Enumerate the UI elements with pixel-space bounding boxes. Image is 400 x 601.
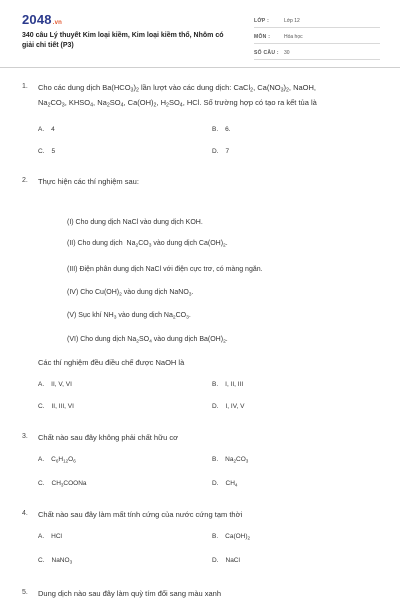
question-text: Dung dịch nào sau đây làm quỳ tím đổi sang màu xanh bbox=[38, 589, 222, 598]
document-title: 340 câu Lý thuyết Kim loại kiềm, Kim loại kiềm thổ, Nhôm có giải chi tiết (P3) bbox=[22, 32, 224, 49]
site-logo[interactable]: 2048.vn bbox=[22, 12, 63, 27]
experiment-statement: (IV) Cho $Cu(OH)_2$ vào dung dịch NaNO$_3$. bbox=[67, 289, 194, 298]
experiment-statement: (VI) Cho dung dịch $Na_2SO_4$ vào dung dịch $Ba(OH)_2$. bbox=[67, 336, 228, 345]
question-number: 2. bbox=[22, 177, 28, 184]
experiment-statement: (I) Cho dung dịch NaCl vào dung dịch KOH. bbox=[67, 219, 203, 226]
option[interactable]: D. $CH_4$ bbox=[212, 480, 238, 488]
experiment-statement: (II) Cho dung dịch $Na_2CO_3$ vào dung dịch $Ca(OH)_2$. bbox=[67, 240, 228, 249]
option[interactable]: C. 5 bbox=[38, 148, 56, 155]
question-number: 3. bbox=[22, 433, 28, 440]
option[interactable]: D. I, IV, V bbox=[212, 403, 245, 410]
question-text bbox=[38, 80, 383, 110]
question-prompt: Các thí nghiệm đều điều chế được NaOH là bbox=[38, 358, 185, 367]
meta-value: Lớp 12 bbox=[284, 18, 300, 24]
question-line: Cho các dung dịch $Ba(HCO_3)_2$ lần lượt vào các dung dịch: CaCl$_2$, $Ca(NO_3)_2$, NaOH, bbox=[38, 83, 317, 94]
experiment-statement: (V) Sục khí $NH_3$ vào dung dịch $Na_2CO_3$. bbox=[67, 312, 191, 321]
experiment-statement: (III) Điện phân dung dịch NaCl với điện cực trơ, có màng ngăn. bbox=[67, 266, 263, 273]
question-number: 1. bbox=[22, 83, 28, 90]
option[interactable]: B. $Ca(OH)_2$ bbox=[212, 533, 251, 541]
option[interactable]: D. 7 bbox=[212, 148, 230, 155]
option[interactable]: C. $CH_3COONa$ bbox=[38, 480, 87, 488]
question-line: $Na_2CO_3$, $KHSO_4$, $Na_2SO_4$, $Ca(OH)_2$, $H_2SO_4$, HCl. Số trường hợp có tạo ra kết tủa là bbox=[38, 98, 317, 109]
option[interactable]: B. 6. bbox=[212, 126, 231, 133]
option[interactable]: B. $Na_2CO_3$ bbox=[212, 456, 249, 464]
option[interactable]: A. $C_6H_{12}O_6$ bbox=[38, 456, 76, 464]
option[interactable]: B. I, II, III bbox=[212, 381, 244, 388]
question-text: Chất nào sau đây không phải chất hữu cơ bbox=[38, 433, 179, 442]
meta-label: MÔN : bbox=[254, 34, 271, 40]
question-text: Chất nào sau đây làm mất tính cứng của nước cứng tạm thời bbox=[38, 510, 243, 519]
option[interactable]: A. II, V, VI bbox=[38, 381, 72, 388]
question-text: Thực hiện các thí nghiệm sau: bbox=[38, 177, 139, 186]
option[interactable]: D. NaCl bbox=[212, 557, 240, 564]
meta-value: 30 bbox=[284, 50, 290, 56]
meta-label: LỚP : bbox=[254, 18, 270, 24]
meta-label: SỐ CÂU : bbox=[254, 50, 279, 56]
question-number: 4. bbox=[22, 510, 28, 517]
question-number: 5. bbox=[22, 589, 28, 596]
option[interactable]: A. HCl bbox=[38, 533, 62, 540]
option[interactable]: A. 4 bbox=[38, 126, 55, 133]
meta-value: Hóa học bbox=[284, 34, 303, 40]
option[interactable]: C. NaNO$_3$ bbox=[38, 557, 73, 565]
option[interactable]: C. II, III, VI bbox=[38, 403, 74, 410]
